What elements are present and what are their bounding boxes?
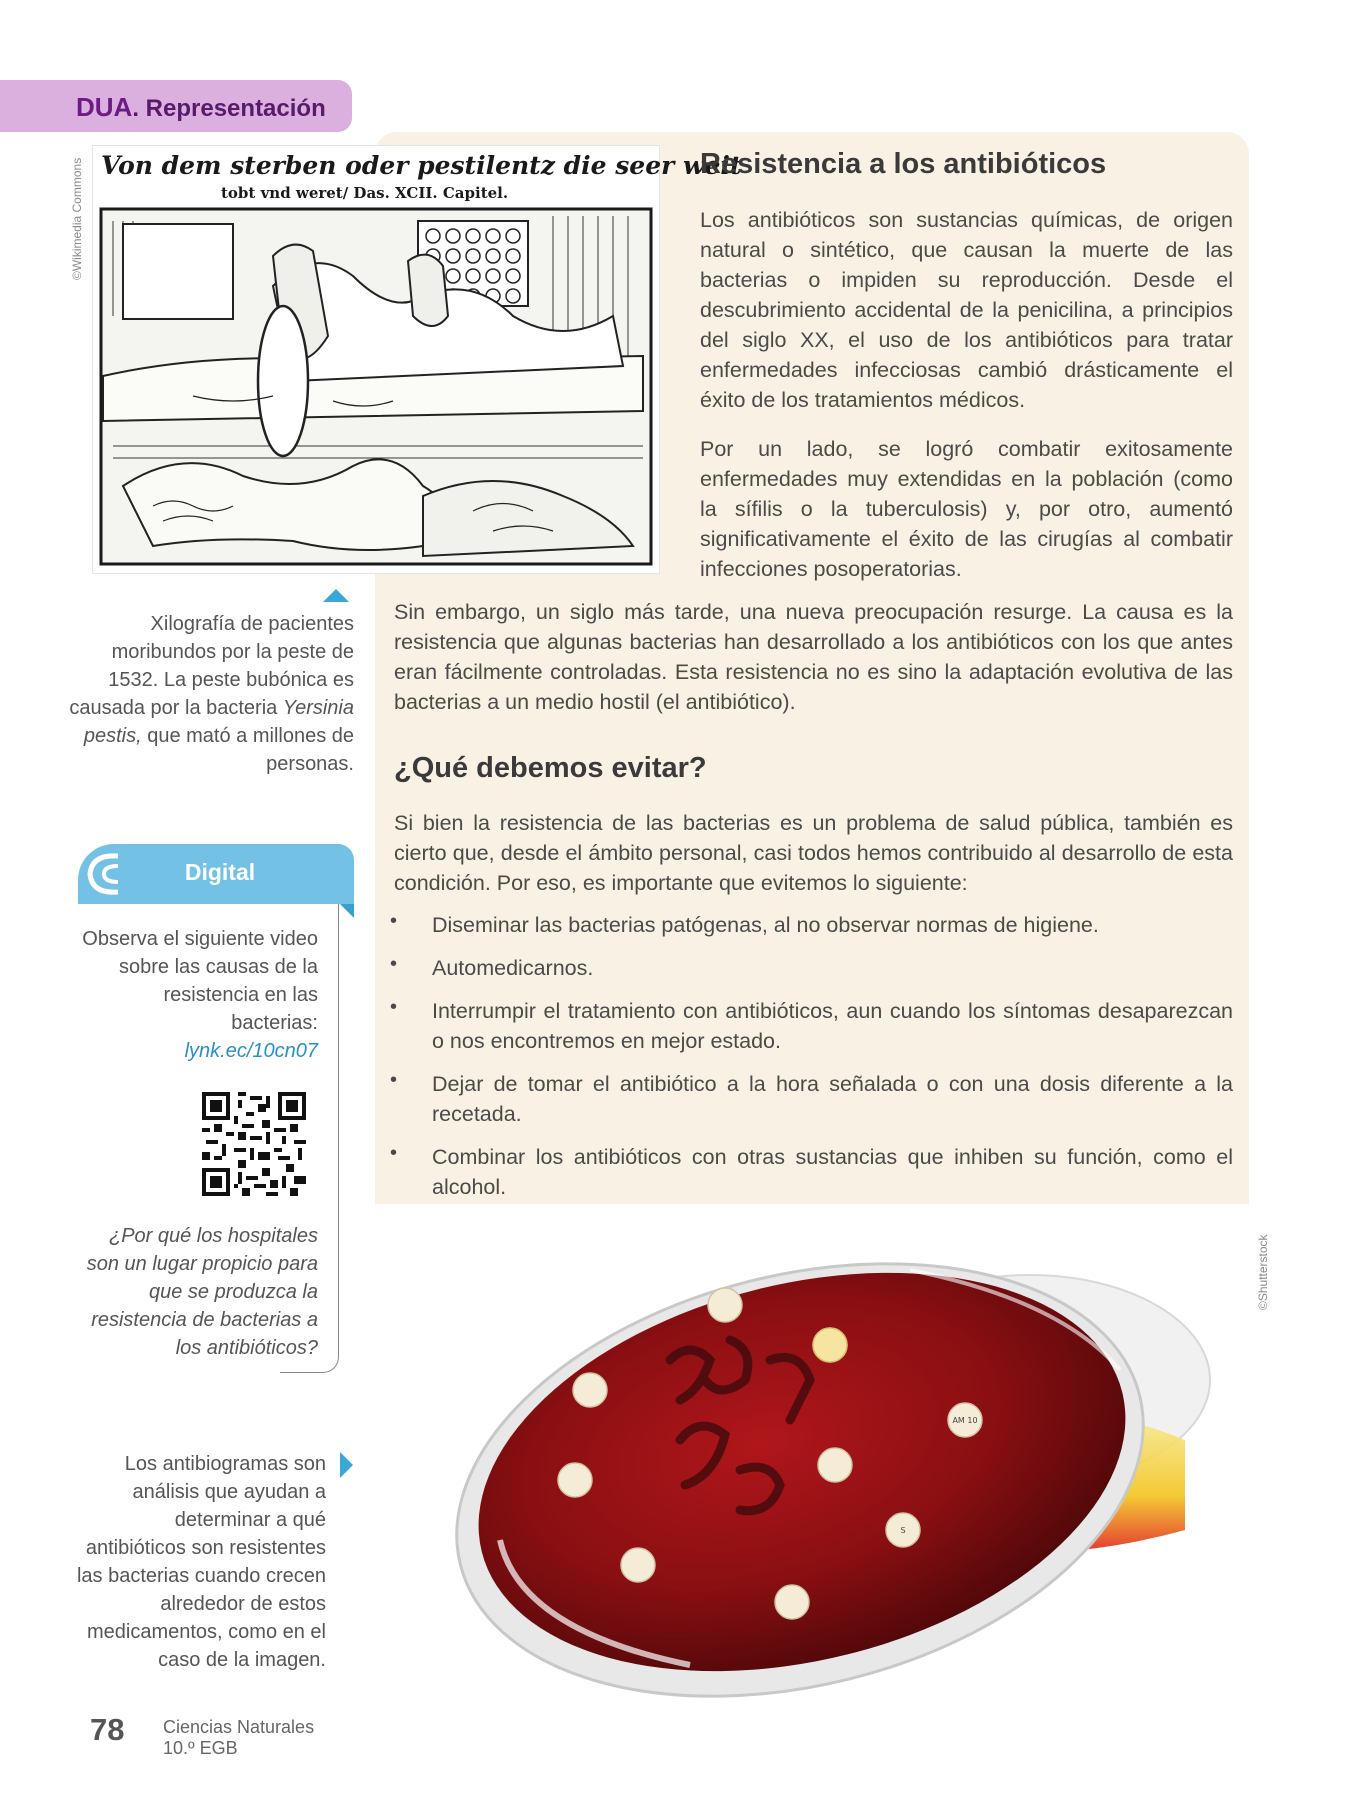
qr-code-icon: [202, 1092, 306, 1196]
bullet-item: [390, 910, 1233, 940]
bullet-dot: •: [390, 1069, 398, 1091]
bullet-text: Interrumpir el tratamiento con antibióticos, aun cuando los síntomas desaparezcan o nos encontremos en mejor estado.: [432, 999, 1233, 1053]
disk-label: AM 10: [952, 1416, 978, 1425]
caption-arrow-icon: [323, 589, 349, 602]
digital-corner: [340, 904, 354, 918]
qr-code[interactable]: [202, 1092, 306, 1196]
bullet-text: Dejar de tomar el antibiótico a la hora señalada o con una dosis diferente a la recetada.: [432, 1072, 1233, 1126]
bullet-dot: •: [390, 910, 398, 932]
dua-label: DUA. Representación: [76, 92, 326, 122]
petri-dish-photo: [440, 1210, 1200, 1680]
article-paragraph-2: Por un lado, se logró combatir exitosamente enfermedades muy extendidas en la población (como la sífilis o la tuberculosis) y, por otro, aumentó significativamente el éxito de las cirugías al combatir infecciones posoperatorias.: [700, 437, 1233, 581]
footer-subject: [163, 1717, 314, 1759]
disk-label: S: [900, 1526, 906, 1535]
page-number: 78: [90, 1712, 125, 1747]
woodcut-image: [92, 145, 742, 574]
caption-arrow-icon: [340, 1452, 353, 1478]
woodcut-caption: Xilografía de pacientes moribundos por la peste de 1532. La peste bubónica es causada por la bacteria Yersinia pestis, que mató a millones de personas.: [69, 613, 354, 775]
bullet-text: Diseminar las bacterias patógenas, al no observar normas de higiene.: [432, 913, 1099, 937]
woodcut-credit: ©Wikimedia Commons: [70, 157, 84, 280]
bullet-text: Combinar los antibióticos con otras sustancias que inhiben su función, como el alcohol.: [432, 1145, 1233, 1199]
bullet-item: [390, 1142, 1233, 1202]
dua-tab: [0, 80, 352, 132]
article-paragraph-1: Los antibióticos son sustancias químicas, de origen natural o sintético, que causan la muerte de las bacterias o impiden su reproducción. Desde el descubrimiento accidental de la penicilina, a principios del siglo XX, el uso de los antibióticos para tratar enfermedades infecciosas cambió drásticamente el éxito de los tratamientos médicos.: [700, 208, 1233, 412]
petri-dish-illustration: [440, 1210, 1200, 1680]
digital-logo-icon: [78, 844, 138, 904]
digital-question: ¿Por qué los hospitales son un lugar propicio para que se produzca la resistencia de bacterias a los antibióticos?: [86, 1225, 318, 1359]
bullet-item: [390, 953, 1233, 983]
footer-grade: 10.º EGB: [163, 1738, 238, 1758]
bullet-dot: •: [390, 1142, 398, 1164]
digital-label: Digital: [184, 859, 256, 885]
bullet-dot: •: [390, 996, 398, 1018]
article-paragraph-3: Sin embargo, un siglo más tarde, una nueva preocupación resurge. La causa es la resistencia que algunas bacterias han desarrollado a los antibióticos con los que antes eran fácilmente controladas. Esta resistencia no es sino la adaptación evolutiva de las bacterias a un medio hostil (el antibiótico).: [394, 600, 1233, 714]
woodcut-illustration: [93, 146, 742, 573]
bullet-item: [390, 1069, 1233, 1129]
article-paragraph-4: Si bien la resistencia de las bacterias es un problema de salud pública, también es cierto que, desde el ámbito personal, casi todos hemos contribuido al desarrollo de esta condición. Por eso, es importante que evitemos lo siguiente:: [394, 811, 1233, 895]
bullet-item: [390, 996, 1233, 1056]
woodcut-title-1: Von dem sterben oder pestilentz die seer weit: [101, 151, 742, 180]
bullet-dot: •: [390, 953, 398, 975]
article-title: Resistencia a los antibióticos: [700, 148, 1107, 180]
bullet-text: Automedicarnos.: [432, 956, 594, 980]
photo-credit: ©Shutterstock: [1256, 1234, 1270, 1310]
video-link[interactable]: lynk.ec/10cn07: [184, 1040, 318, 1062]
section-subtitle: ¿Qué debemos evitar?: [394, 752, 707, 784]
antibiogram-caption: Los antibiogramas son análisis que ayudan a determinar a qué antibióticos son resistentes las bacterias cuando crecen alrededor de estos medicamentos, como en el caso de la imagen.: [76, 1453, 326, 1671]
digital-text: Observa el siguiente video sobre las causas de la resistencia en las bacterias:: [82, 928, 318, 1034]
footer-subject-name: Ciencias Naturales: [163, 1717, 315, 1737]
woodcut-title-2: tobt vnd weret/ Das. XCII. Capitel.: [221, 184, 509, 202]
